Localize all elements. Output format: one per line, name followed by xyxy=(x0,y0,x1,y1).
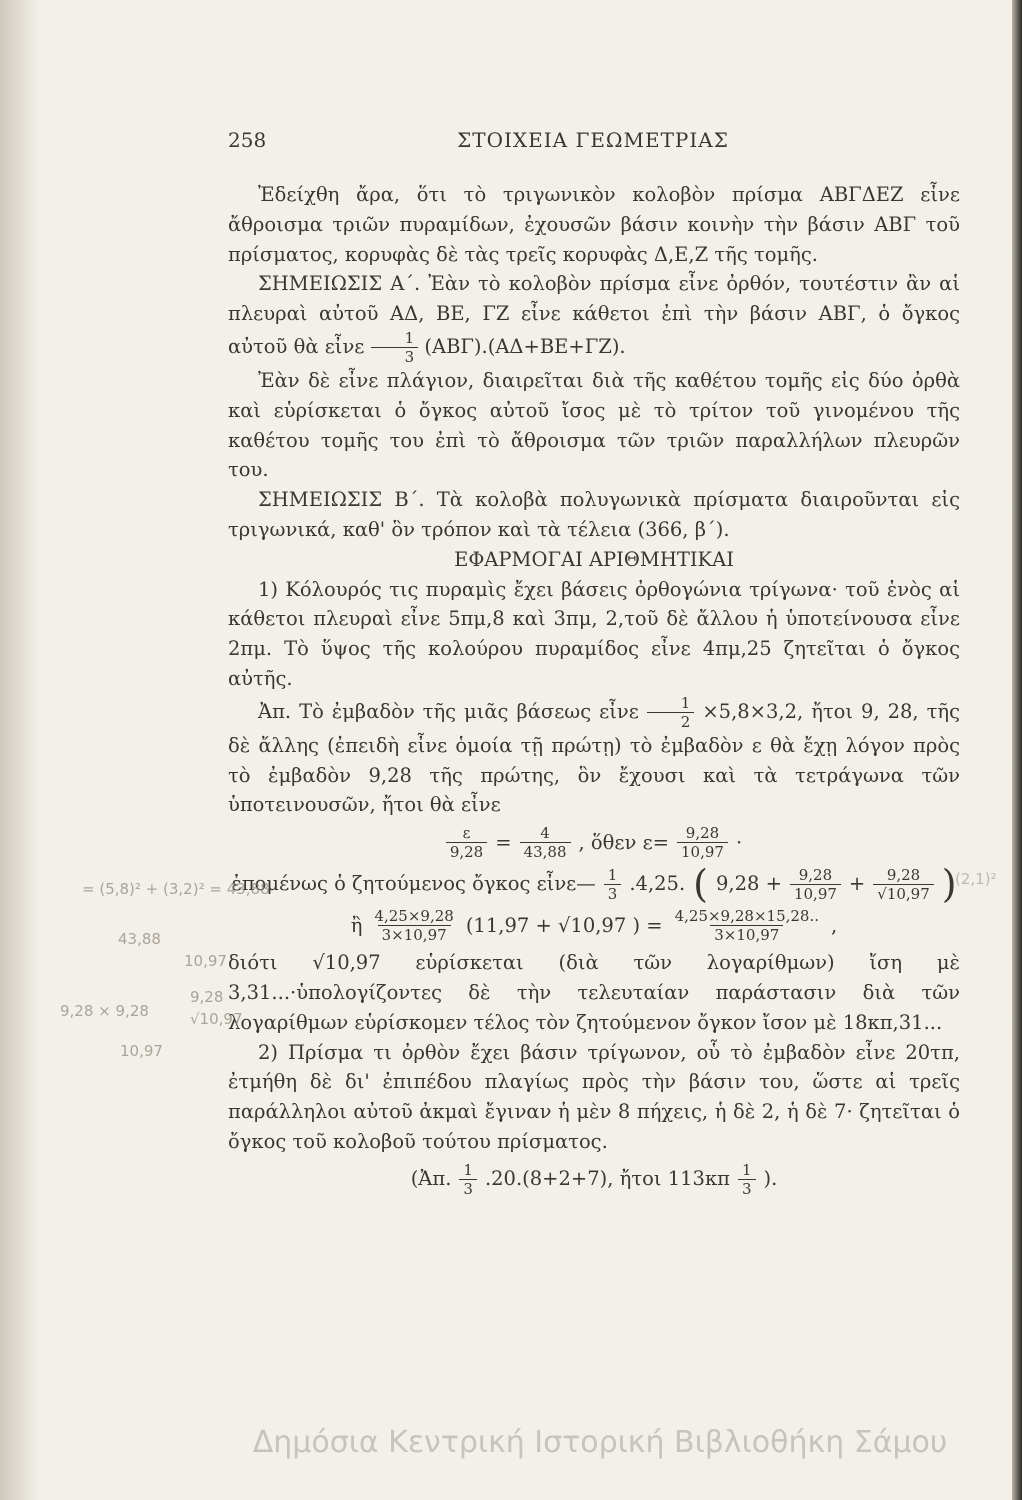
running-title: ΣΤΟΙΧΕΙΑ ΓΕΩΜΕΤΡΙΑΣ xyxy=(457,128,729,152)
numerator: 1 xyxy=(404,328,415,347)
fraction xyxy=(738,1161,756,1198)
fraction xyxy=(370,907,457,944)
fraction-one-half xyxy=(647,694,695,731)
section-title: ΕΦΑΡΜΟΓΑΙ ΑΡΙΘΜΗΤΙΚΑΙ xyxy=(454,547,734,571)
denominator: 3×10,97 xyxy=(378,925,451,944)
open-paren: ( xyxy=(693,862,708,907)
denominator: 3×10,97 xyxy=(710,925,783,944)
equation-text: , ὅθεν ε= xyxy=(578,830,670,854)
paragraph: Ἐδείχθη ἄρα, ὅτι τὸ τριγωνικὸν κολοβὸν πρίσμα ΑΒΓΔΕΖ εἶνε ἄθροισμα τριῶν πυραμίδων, ἐχουσῶν βάσιν κοινὴν τὴν βάσιν ΑΒΓ τοῦ πρίσματος, κορυφὰς δὲ τὰς τρεῖς κορυφὰς Δ,Ε,Ζ τῆς τομῆς. xyxy=(228,183,960,266)
margin-note: (2,1)² xyxy=(955,870,997,888)
numerator: 4,25×9,28×15,28.. xyxy=(674,907,820,926)
main-text xyxy=(228,180,960,1202)
denominator: 10,97 xyxy=(790,884,841,903)
equals-sign: = xyxy=(495,830,512,854)
fraction xyxy=(873,866,934,903)
denominator: 3 xyxy=(459,1179,477,1198)
margin-note: 43,88 xyxy=(118,930,161,948)
denominator: √10,97 xyxy=(873,884,934,903)
fraction xyxy=(671,907,823,944)
equation-text: (Ἀπ. xyxy=(410,1167,452,1191)
equation-volume xyxy=(228,862,960,907)
numerator: 9,28 xyxy=(685,824,720,843)
equation-alternate xyxy=(228,907,960,944)
note-b: ΣΗΜΕΙΩΣΙΣ Β΄. Τὰ κολοβὰ πολυγωνικὰ πρίσματα διαιροῦνται εἰς τριγωνικά, καθ' ὃν τρόπον καὶ τὰ τέλεια (366, β΄). xyxy=(228,488,960,541)
margin-note: √10,97 xyxy=(190,1010,243,1028)
numerator: 1 xyxy=(741,1160,752,1179)
numerator: 1 xyxy=(607,865,618,884)
equation-text: ἢ xyxy=(350,913,363,937)
equation-text: ἑπομένως ὁ ζητούμενος ὄγκος εἶνε— xyxy=(231,872,596,896)
margin-note: 10,97 xyxy=(120,1042,163,1060)
paragraph: Ἐὰν δὲ εἶνε πλάγιον, διαιρεῖται διὰ τῆς καθέτου τομῆς εἰς δύο ὀρθὰ καὶ εὑρίσκεται ὁ ὄγκος αὐτοῦ ἴσος μὲ τὸ τρίτον τοῦ γινομένου τῆς καθέτου τομῆς του ἐπὶ τὸ ἄθροισμα τῶν τριῶν παραλλήλων πλευρῶν του. xyxy=(228,368,960,482)
fraction xyxy=(790,866,841,903)
page-edge xyxy=(1012,0,1022,1500)
equation-end: , xyxy=(831,913,838,937)
equation-end: · xyxy=(735,830,743,854)
denominator: 3 xyxy=(604,884,622,903)
numerator: 9,28 xyxy=(798,865,833,884)
margin-note: 9,28 xyxy=(190,988,224,1006)
denominator: 43,88 xyxy=(520,842,571,861)
numerator: 4 xyxy=(540,824,550,843)
fraction-one-third xyxy=(371,329,419,366)
equation-text: (11,97 + √10,97 ) = xyxy=(465,913,663,937)
denominator: 3 xyxy=(738,1179,756,1198)
denominator: 2 xyxy=(647,712,695,731)
numerator: 1 xyxy=(463,1160,473,1179)
numerator: ε xyxy=(462,824,471,843)
plus-sign: + xyxy=(848,872,866,896)
exercise-1: 1) Κόλουρός τις πυραμὶς ἔχει βάσεις ὀρθογώνια τρίγωνα· τοῦ ἑνὸς αἱ κάθετοι πλευραὶ εἶνε 5πμ,8 καὶ 3πμ, 2,τοῦ δὲ ἄλλου ἡ ὑποτείνουσα εἶνε 2πμ. Τὸ ὕψος τῆς κολούρου πυραμίδος εἶνε 4πμ,25 ζητεῖται ὁ ὄγκος αὐτῆς. xyxy=(228,577,960,690)
handwritten-margin-notes xyxy=(0,860,270,1090)
close-paren: ) xyxy=(941,862,957,907)
equation-ratio xyxy=(228,824,960,861)
numerator: 4,25×9,28 xyxy=(374,907,454,926)
margin-note: 9,28 × 9,28 xyxy=(60,1002,149,1020)
answer-1 xyxy=(228,694,960,820)
note-a-volume-label: ὄγκος αὐτοῦ θὰ εἶνε xyxy=(228,302,960,358)
library-watermark: Δημόσια Κεντρική Ιστορική Βιβλιοθήκη Σάμου xyxy=(252,1425,948,1460)
note-a-formula: (ΑΒΓ).(ΑΔ+ΒΕ+ΓΖ). xyxy=(424,334,626,358)
equation-end: ). xyxy=(763,1167,778,1191)
denominator: 9,28 xyxy=(446,842,487,861)
note-a-text: ΣΗΜΕΙΩΣΙΣ Α΄. Ἐὰν τὸ κολοβὸν πρίσμα εἶνε ὀρθόν, τουτέστιν ἂν αἱ πλευραὶ αὐτοῦ ΑΔ, ΒΕ, ΓΖ εἶνε κάθετοι ἐπὶ τὴν βάσιν ΑΒΓ, ὁ xyxy=(228,272,960,326)
numerator: 9,28 xyxy=(886,865,921,884)
spine-shadow xyxy=(0,0,40,1500)
page-number: 258 xyxy=(228,128,267,152)
fraction xyxy=(446,824,487,861)
fraction xyxy=(677,824,728,861)
equation-text: 9,28 + xyxy=(716,872,782,896)
margin-note: 10,97 xyxy=(184,952,227,970)
paragraph: διότι √10,97 εὑρίσκεται (διὰ τῶν λογαρίθμων) ἴση μὲ 3,31...·ὑπολογίζοντες δὲ τὴν τελευταίαν παράστασιν διὰ τῶν λογαρίθμων εὑρίσκομεν τέλος τὸν ζητούμενον ὄγκον ἴσον μὲ 18κπ,31... xyxy=(228,951,960,1034)
answer-1-text-a: Ἀπ. Τὸ ἐμβαδὸν τῆς μιᾶς βάσεως εἶνε xyxy=(258,699,639,723)
equation-text: .20.(8+2+7), ἤτοι 113κπ xyxy=(484,1167,730,1191)
denominator: 10,97 xyxy=(677,842,728,861)
margin-note: = (5,8)² + (3,2)² = 43,88 xyxy=(82,880,270,898)
denominator: 3 xyxy=(371,347,419,366)
answer-2 xyxy=(228,1161,960,1198)
fraction xyxy=(459,1161,477,1198)
page-header xyxy=(228,128,958,156)
fraction xyxy=(520,824,571,861)
equation-text: .4,25. xyxy=(629,872,686,896)
exercise-2: 2) Πρίσμα τι ὀρθὸν ἔχει βάσιν τρίγωνον, οὗ τὸ ἐμβαδὸν εἶνε 20τπ, ἐτμήθη δὲ δι' ἐπιπέδου πλαγίως πρὸς τὴν βάσιν του, ὥστε αἱ τρεῖς παράλληλοι αὐτοῦ ἀκμαὶ ἔγιναν ἡ μὲν 8 πήχεις, ἡ δὲ 2, ἡ δὲ 7· ζητεῖται ὁ ὄγκος τοῦ κολοβοῦ τούτου πρίσματος. xyxy=(228,1040,960,1153)
numerator: 1 xyxy=(680,693,691,712)
answer-1-text-b: ×5,8×3,2, ἤτοι 9, 28, τῆς δὲ ἄλλης (ἐπειδὴ εἶνε ὁμοία τῇ πρώτῃ) τὸ ἐμβαδὸν ε θὰ ἔχῃ λόγον πρὸς τὸ ἐμβαδὸν 9,28 τῆς πρώτης, ὃν ἔχουσι καὶ τὰ τετράγωνα τῶν ὑποτεινουσῶν, ἤτοι θὰ εἶνε xyxy=(228,699,961,817)
note-a xyxy=(228,269,960,366)
fraction xyxy=(604,866,622,903)
